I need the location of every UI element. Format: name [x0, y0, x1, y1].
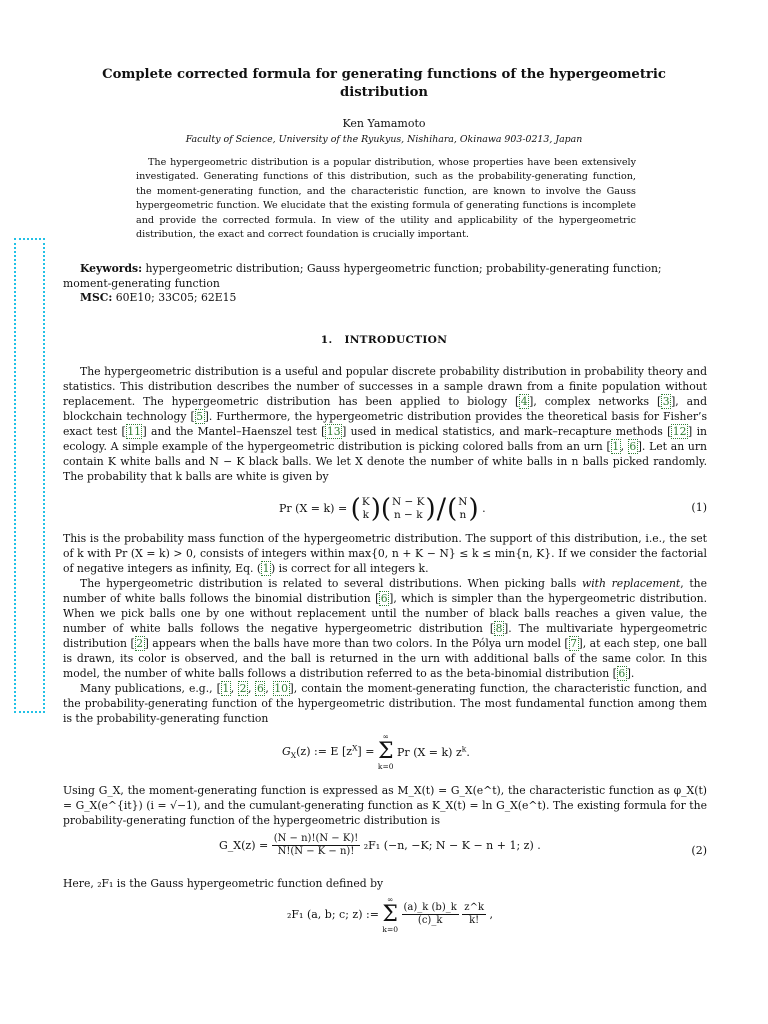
author-name: Ken Yamamoto — [342, 117, 426, 130]
equation-number: (2) — [691, 844, 707, 857]
equation-pgf — [63, 733, 707, 773]
equation-2-body: G_X(z) = $\frac{(N - n)!(N - K)!}{N!(N - K - n)!}$ ₂F₁ (−n, −K; N − K − n + 1; z) . — [219, 833, 541, 857]
summation-operator: ∞ Σ k=0 — [382, 895, 399, 934]
equation-number: (1) — [691, 501, 707, 514]
citation-link[interactable]: 1 — [612, 440, 620, 453]
citation-link[interactable]: 10 — [274, 682, 289, 695]
citation-link[interactable]: 13 — [326, 425, 341, 438]
equation-1 — [63, 492, 707, 528]
citation-link[interactable]: 6 — [256, 682, 264, 695]
citation-link[interactable]: 6 — [380, 592, 388, 605]
paper-title: Complete corrected formula for generating functions of the hypergeometric distribution — [102, 67, 666, 100]
citation-link[interactable]: 11 — [127, 425, 141, 438]
abstract: The hypergeometric distribution is a popular distribution, whose properties have been extensively investigated. Generating functions of this distribution, such as the probability-generating function, the moment-generating function, and the characteristic function, are known to involve the Gauss hypergeometric function. We elucidate that the existing formula of generating functions is incomplete and provide the corrected formula. In view of the utility and applicability of the hypergeometric distribution, the exact and correct foundation is crucially important. — [136, 157, 636, 241]
section-title: INTRODUCTION — [344, 334, 448, 346]
citation-link[interactable]: 5 — [196, 410, 204, 423]
equation-reference-link[interactable]: 1 — [262, 562, 270, 575]
keywords-label: Keywords: — [80, 262, 143, 275]
citation-link[interactable]: 8 — [495, 622, 503, 635]
intro-paragraph-6: Here, ₂F₁ is the Gauss hypergeometric function defined by — [63, 877, 384, 890]
intro-paragraph-1: The hypergeometric distribution is a useful and popular discrete probability distribution in probability theory and statistics. This distribution describes the number of successes in a sample drawn from a finite population without replacement. The hypergeometric distribution has been applied to biology [ 4 ], complex networks [ 3 ], and blockchain technology [ 5 ]. Furthermore, the hypergeometric distribution provides the theoretical basis for Fisher’s exact test [ 11 ] and the Mantel–Haenszel test [ 13 ] used in medical statistics, and mark–recapture methods [ 12 ] in ecology. A simple example of the hypergeometric distribution is picking colored balls from an urn [ 1 , 6 ]. Let an urn contain K white balls and N − K black balls. We let X denote the number of white balls in n balls picked randomly. The probability that k balls are white is given by — [63, 365, 707, 483]
citation-link[interactable]: 6 — [629, 440, 637, 453]
fraction: $\frac{(N - n)!(N - K)!}{N!(N - K - n)!}$ — [273, 833, 359, 857]
citation-link[interactable]: 4 — [520, 395, 528, 408]
section-heading — [0, 334, 768, 346]
citation-link[interactable]: 1 — [222, 682, 230, 695]
citation-link[interactable]: 6 — [618, 667, 626, 680]
equation-3 — [63, 896, 707, 936]
equation-pgf-body: $G_X(z)$ := E $[z^X]$ = ∞ Σ k=0 Pr (X = k) $z^k$. — [282, 732, 470, 771]
binomial-coefficient: ( K k ) — [350, 493, 381, 524]
section-number: 1. — [320, 334, 333, 346]
keywords-text: hypergeometric distribution; Gauss hypergeometric function; probability-generating function; moment-generating function — [63, 262, 662, 290]
equation-3-body: ₂F₁ (a, b; c; z) := ∞ Σ k=0 $\frac{(a)\_k (b)\_k}{(c)\_k}$ $\frac{z\^{}k}{k!}$ , — [287, 895, 494, 934]
summation-operator: ∞ Σ k=0 — [377, 732, 394, 771]
intro-paragraph-2: This is the probability mass function of the hypergeometric distribution. The support of this distribution, i.e., the set of k with Pr (X = k) > 0, consists of integers within max{0, n + K − N} ≤ k ≤ min{n, K}. If we consider the factorial of negative integers as infinity, Eq. ( 1 ) is correct for all integers k. — [63, 532, 707, 575]
citation-link[interactable]: 12 — [672, 425, 687, 438]
equation-1-body: Pr (X = k) = ( K k ) ( N − K n − k ) / ( N n ) . — [279, 492, 486, 525]
keywords-line — [63, 261, 707, 291]
intro-paragraph-3: The hypergeometric distribution is related to several distributions. When picking balls with replacement, the number of white balls follows the binomial distribution [ 6 ], which is simpler than the hypergeometric distribution. When we pick balls one by one without replacement until the number of black balls reaches a given value, the number of white balls follows the negative hypergeometric distribution [ 8 ]. The multivariate hypergeometric distribution [ 2 ] appears when the balls have more than two colors. In the Pólya urn model [ 7 ], at each step, one ball is drawn, its color is observed, and the ball is returned in the urn with additional balls of the same color. In this model, the number of white balls follows a distribution referred to as the beta-binomial distribution [ 6 ]. — [63, 577, 708, 680]
equation-2 — [63, 833, 707, 867]
citation-link[interactable]: 7 — [570, 637, 578, 650]
margin-selection-marker — [14, 238, 45, 713]
citation-link[interactable]: 3 — [662, 395, 670, 408]
citation-link[interactable]: 2 — [239, 682, 247, 695]
intro-paragraph-5: Using G_X, the moment-generating function is expressed as M_X(t) = G_X(e^t), the characteristic function as φ_X(t) = G_X(e^{it}) (i = √−1), and the cumulant-generating function as K_X(t) = ln G_X(e^t). The existing formula for the probability-generating function of the hypergeometric distribution is — [63, 784, 707, 827]
citation-link[interactable]: 2 — [136, 637, 144, 650]
fraction: $\frac{z\^{}k}{k!}$ — [464, 902, 485, 926]
msc-label: MSC: — [80, 291, 113, 304]
intro-paragraph-4: Many publications, e.g., [ 1 , 2 , 6 , 10 ], contain the moment-generating function, the characteristic function, and the probability-generating function of the hypergeometric distribution. The most fundamental function among them is the probability-generating function — [63, 682, 707, 725]
msc-text: 60E10; 33C05; 62E15 — [115, 291, 237, 304]
fraction: $\frac{(a)\_k (b)\_k}{(c)\_k}$ — [403, 902, 457, 926]
author-affiliation: Faculty of Science, University of the Ryukyus, Nishihara, Okinawa 903-0213, Japan — [185, 134, 583, 145]
binomial-coefficient: ( N n ) — [447, 493, 479, 524]
binomial-coefficient: ( N − K n − k ) — [380, 493, 436, 524]
msc-line — [80, 291, 236, 304]
